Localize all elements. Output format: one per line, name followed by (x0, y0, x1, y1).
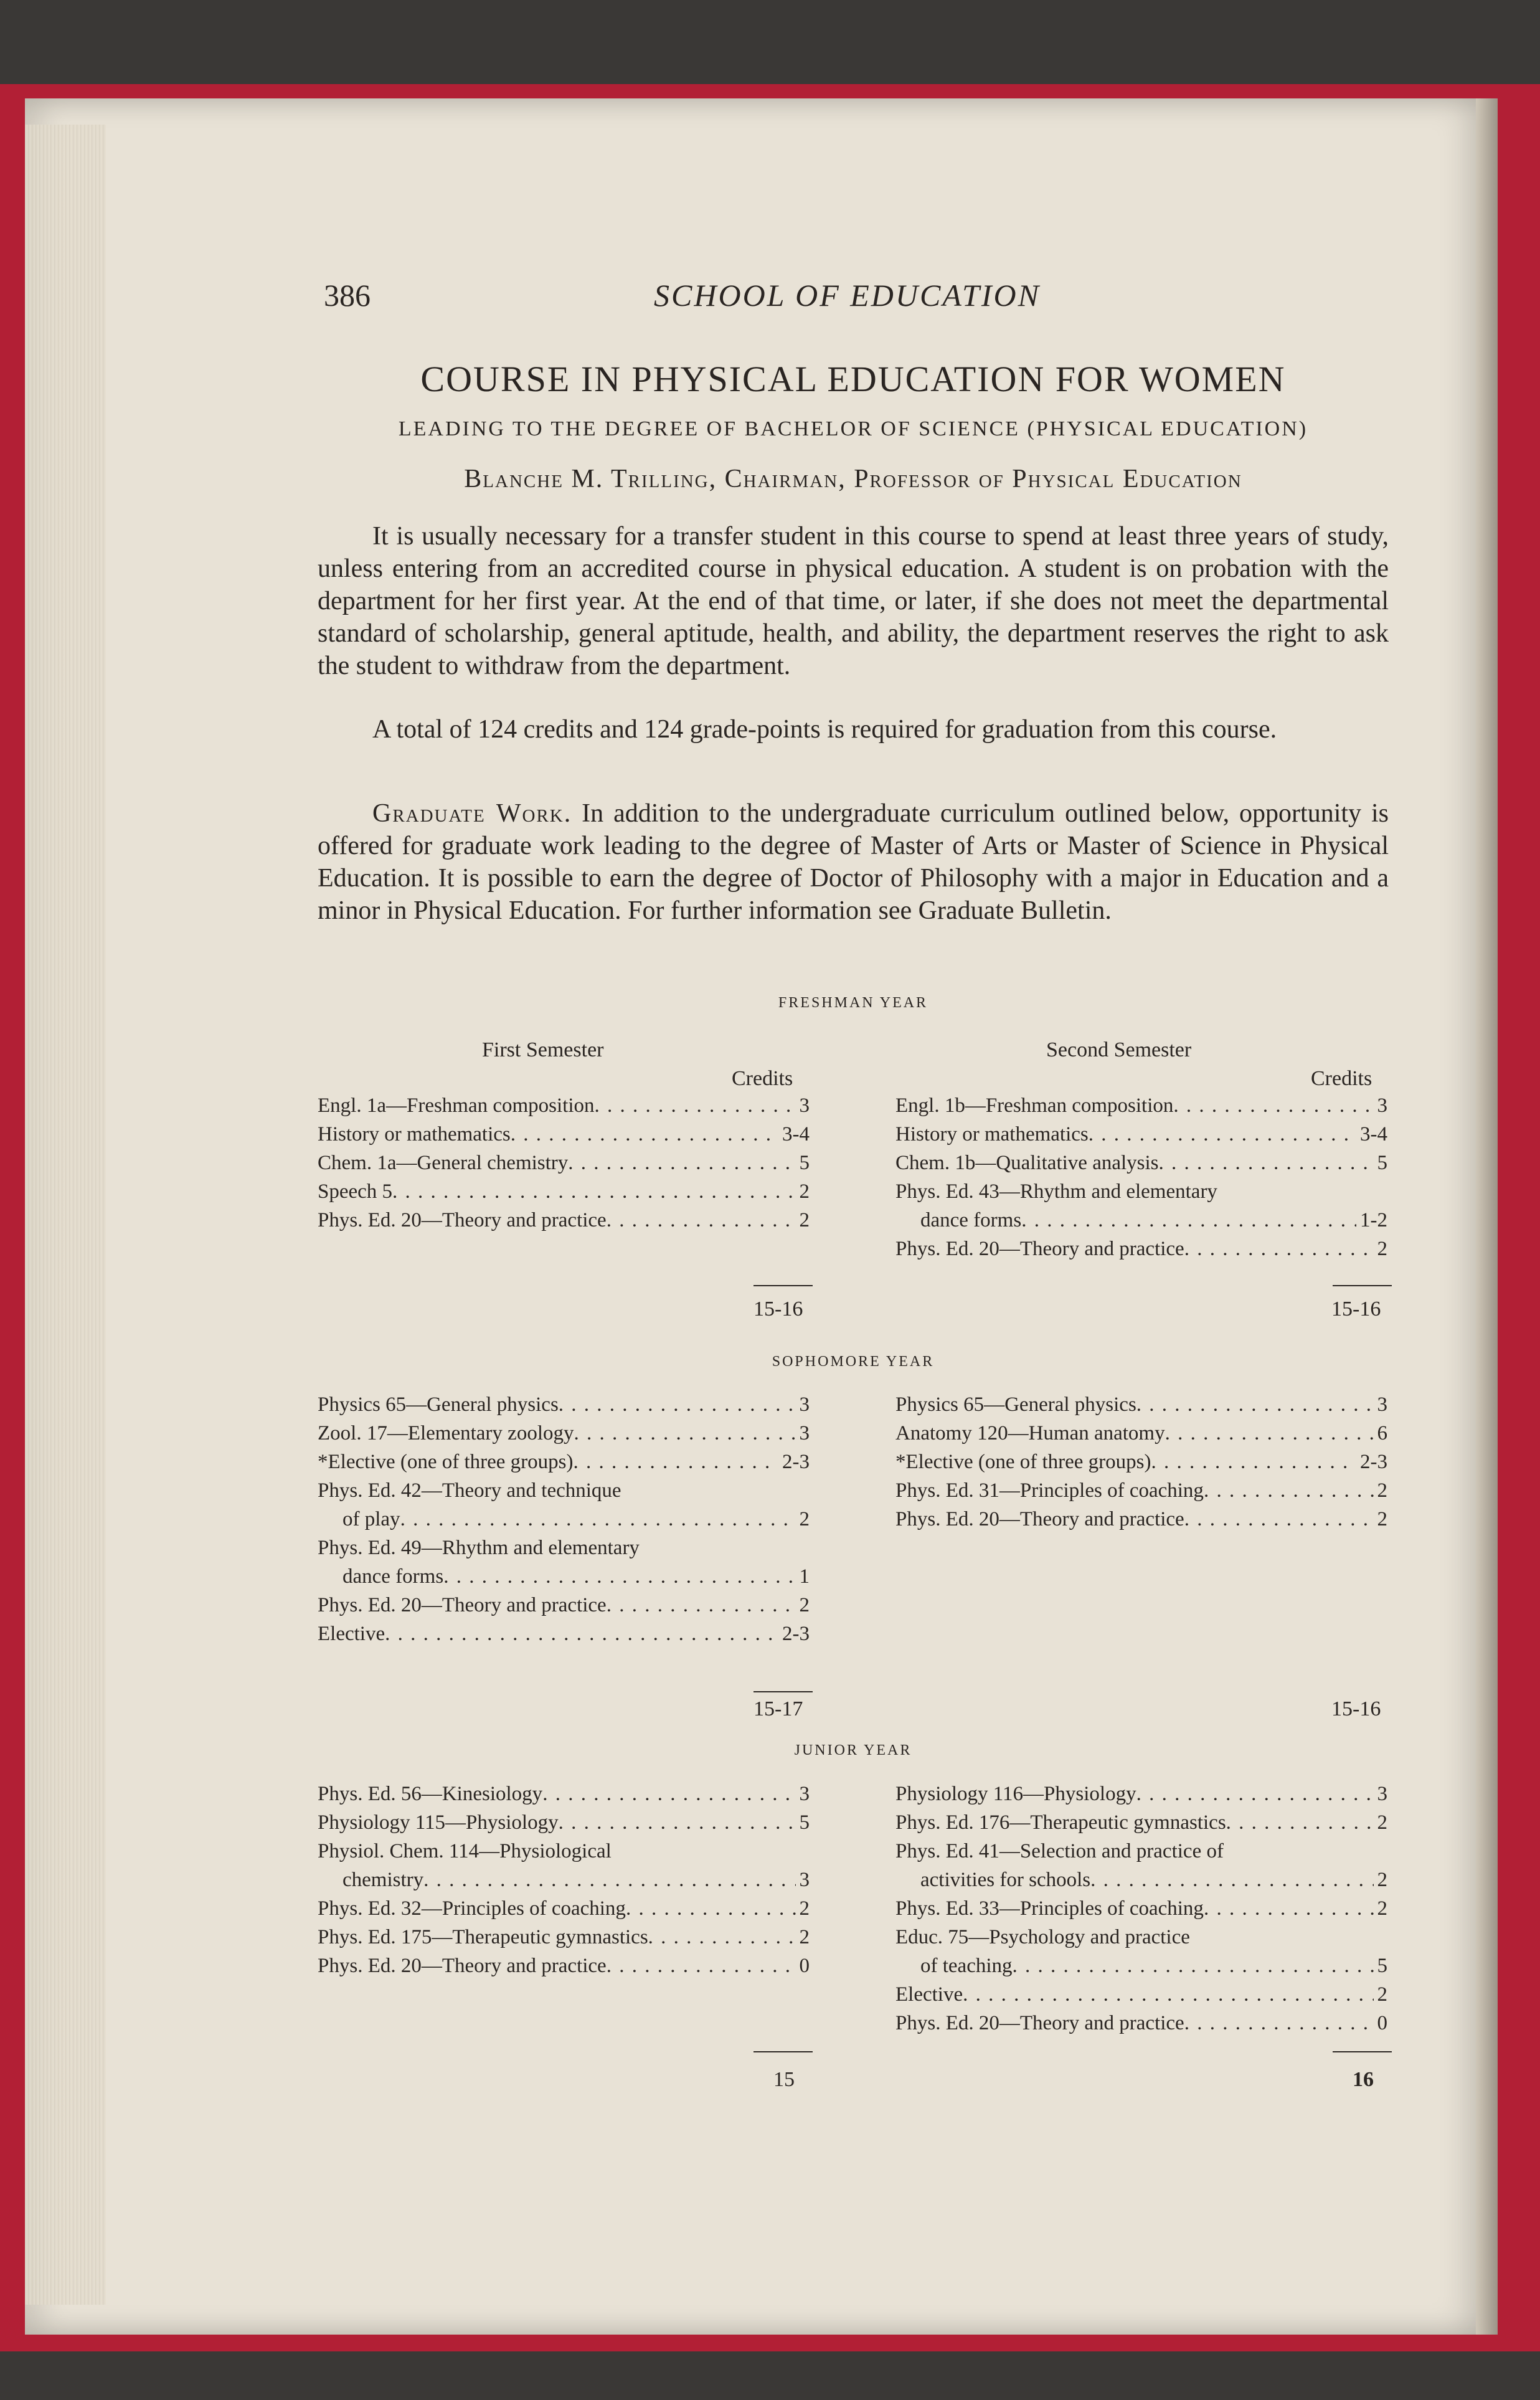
leader-dots (1013, 1953, 1374, 1978)
course-row (895, 1236, 1387, 1261)
leader-dots (1021, 1208, 1356, 1233)
course-credits: 2-3 (782, 1451, 810, 1473)
course-name: Zool. 17—Elementary zoology (318, 1422, 574, 1444)
course-name: dance forms (920, 1209, 1022, 1231)
course-name: Physiology 116—Physiology (895, 1783, 1136, 1805)
course-name: Phys. Ed. 20—Theory and practice (318, 1594, 607, 1616)
course-name: Physics 65—General physics (318, 1393, 559, 1416)
course-credits: 0 (799, 1955, 810, 1977)
course-credits: 2 (799, 1594, 810, 1616)
course-row (895, 1896, 1387, 1921)
first-semester-heading: First Semester (482, 1038, 604, 1061)
course-name: Educ. 75—Psychology and practice (895, 1926, 1190, 1948)
junior-right-total-rule (1333, 2051, 1392, 2052)
sophomore-left-total-rule (753, 1691, 813, 1692)
course-credits: 3 (1377, 1393, 1387, 1416)
leader-dots (443, 1564, 795, 1589)
course-credits: 2 (799, 1508, 810, 1530)
credits-heading-left: Credits (732, 1067, 793, 1090)
graduate-work-paragraph (318, 797, 1389, 927)
course-name: History or mathematics (895, 1123, 1089, 1145)
leader-dots (1184, 1236, 1374, 1261)
leader-dots (1226, 1810, 1374, 1835)
course-row (318, 1392, 810, 1417)
leader-dots (574, 1421, 796, 1446)
page-stack-edge (25, 125, 106, 2305)
course-credits: 1-2 (1360, 1209, 1387, 1231)
course-name: Phys. Ed. 49—Rhythm and elementary (318, 1537, 640, 1559)
sophomore-right-total: 15-16 (1331, 1697, 1381, 1720)
course-name: Phys. Ed. 31—Principles of coaching (895, 1479, 1204, 1502)
leader-dots (1184, 1507, 1374, 1532)
leader-dots (1136, 1781, 1374, 1806)
freshman-left-total: 15-16 (753, 1297, 803, 1321)
course-name: Phys. Ed. 20—Theory and practice (895, 1238, 1184, 1260)
page-number: 386 (324, 278, 371, 313)
leader-dots (595, 1093, 796, 1118)
course-name: Phys. Ed. 176—Therapeutic gymnastics (895, 1811, 1226, 1834)
course-row (895, 1507, 1387, 1532)
leader-dots (607, 1593, 796, 1618)
leader-dots (1089, 1122, 1356, 1147)
leader-dots (626, 1896, 796, 1921)
course-credits: 3 (1377, 1094, 1387, 1117)
course-row (895, 1179, 1217, 1204)
course-credits: 2 (1377, 1238, 1387, 1260)
course-name: Phys. Ed. 20—Theory and practice (895, 2012, 1184, 2034)
junior-left-total: 15 (773, 2068, 795, 2091)
course-credits: 3 (799, 1094, 810, 1117)
course-row (342, 1867, 810, 1892)
course-row (895, 1449, 1387, 1474)
course-name: Physiology 115—Physiology (318, 1811, 559, 1834)
leader-dots (1204, 1896, 1374, 1921)
leader-dots (400, 1507, 796, 1532)
leader-dots (423, 1867, 795, 1892)
course-name: chemistry (342, 1869, 424, 1891)
intro-paragraph: It is usually necessary for a transfer student in this course to spend at least three years of study, unless entering from an accredited course in physical education. A student is on probation with the department for her first year. At the end of that time, or later, if she does not meet the departmental standard of scholarship, general aptitude, health, and ability, the department reserves the right to ask the student to withdraw from the department. (318, 522, 1389, 680)
course-name: Phys. Ed. 20—Theory and practice (895, 1508, 1184, 1530)
leader-dots (385, 1621, 778, 1646)
course-credits: 5 (1377, 1152, 1387, 1174)
running-head-title: SCHOOL OF EDUCATION (654, 278, 1041, 313)
course-row (920, 1867, 1387, 1892)
course-row (318, 1953, 810, 1978)
course-name: of play (342, 1508, 400, 1530)
course-name: Phys. Ed. 33—Principles of coaching (895, 1897, 1204, 1920)
graduate-work-label: Graduate Work. (372, 799, 572, 828)
course-name: *Elective (one of three groups) (895, 1451, 1151, 1473)
course-name: Elective (318, 1623, 385, 1645)
freshman-right-total: 15-16 (1331, 1297, 1381, 1321)
credits-paragraph: A total of 124 credits and 124 grade-points is required for graduation from this course. (372, 715, 1277, 744)
course-row (895, 1839, 1224, 1864)
course-credits: 3 (1377, 1783, 1387, 1805)
leader-dots (1151, 1449, 1356, 1474)
freshman-year-heading: FRESHMAN YEAR (778, 995, 928, 1011)
course-credits: 2 (1377, 1869, 1387, 1891)
leader-dots (542, 1781, 795, 1806)
junior-year-heading: JUNIOR YEAR (794, 1742, 912, 1758)
course-row (895, 2011, 1387, 2036)
course-credits: 0 (1377, 2012, 1387, 2034)
course-row (895, 1810, 1387, 1835)
course-name: History or mathematics (318, 1123, 511, 1145)
course-name: Speech 5 (318, 1180, 393, 1203)
course-name: Phys. Ed. 175—Therapeutic gymnastics (318, 1926, 648, 1948)
course-credits: 3 (799, 1422, 810, 1444)
course-name: Physiol. Chem. 114—Physiological (318, 1840, 612, 1862)
course-row (318, 1896, 810, 1921)
course-name: Phys. Ed. 43—Rhythm and elementary (895, 1180, 1217, 1203)
course-row (318, 1449, 810, 1474)
course-name: *Elective (one of three groups) (318, 1451, 574, 1473)
course-credits: 5 (1377, 1955, 1387, 1977)
course-name: Anatomy 120—Human anatomy (895, 1422, 1165, 1444)
leader-dots (607, 1208, 796, 1233)
course-row (318, 1621, 810, 1646)
course-credits: 2 (799, 1180, 810, 1203)
course-row (318, 1839, 612, 1864)
second-semester-heading: Second Semester (1046, 1038, 1192, 1061)
course-row (318, 1421, 810, 1446)
leader-dots (648, 1925, 796, 1950)
course-row (318, 1781, 810, 1806)
leader-dots (559, 1810, 796, 1835)
course-row (895, 1122, 1387, 1147)
course-row (895, 1093, 1387, 1118)
course-row (895, 1478, 1387, 1503)
course-name: Engl. 1b—Freshman composition (895, 1094, 1174, 1117)
course-credits: 3-4 (1360, 1123, 1387, 1145)
course-name: Chem. 1b—Qualitative analysis (895, 1152, 1159, 1174)
course-credits: 2 (1377, 1811, 1387, 1834)
chairman-line: Blanche M. Trilling, Chairman, Professor of Physical Education (464, 465, 1242, 493)
course-row (318, 1122, 810, 1147)
course-row (895, 1392, 1387, 1417)
course-name: Phys. Ed. 56—Kinesiology (318, 1783, 543, 1805)
course-credits: 2 (1377, 1508, 1387, 1530)
course-credits: 2-3 (782, 1623, 810, 1645)
course-credits: 2 (1377, 1479, 1387, 1502)
course-credits: 2-3 (1360, 1451, 1387, 1473)
degree-subtitle: LEADING TO THE DEGREE OF BACHELOR OF SCIENCE (PHYSICAL EDUCATION) (398, 417, 1308, 440)
leader-dots (607, 1953, 796, 1978)
course-credits: 3-4 (782, 1123, 810, 1145)
course-name: Phys. Ed. 20—Theory and practice (318, 1209, 607, 1231)
course-credits: 2 (799, 1897, 810, 1920)
leader-dots (1136, 1392, 1374, 1417)
course-name: Physics 65—General physics (895, 1393, 1136, 1416)
course-row (318, 1093, 810, 1118)
sophomore-left-total: 15-17 (753, 1697, 803, 1720)
leader-dots (1165, 1421, 1374, 1446)
course-row (920, 1953, 1387, 1978)
leader-dots (392, 1179, 795, 1204)
course-row (318, 1535, 640, 1560)
course-row (318, 1478, 621, 1503)
leader-dots (1090, 1867, 1373, 1892)
course-name: of teaching (920, 1955, 1013, 1977)
leader-dots (1204, 1478, 1374, 1503)
leader-dots (1173, 1093, 1373, 1118)
course-credits: 2 (799, 1926, 810, 1948)
course-row (920, 1208, 1387, 1233)
credits-heading-right: Credits (1311, 1067, 1372, 1090)
freshman-right-total-rule (1333, 1285, 1392, 1286)
course-credits: 5 (799, 1811, 810, 1834)
course-credits: 3 (799, 1393, 810, 1416)
course-row (895, 1150, 1387, 1175)
course-row (318, 1593, 810, 1618)
course-row (318, 1179, 810, 1204)
course-credits: 2 (799, 1209, 810, 1231)
course-name: Elective (895, 1983, 963, 2006)
book-gutter (1476, 98, 1498, 2335)
graduate-work-text: In addition to the undergraduate curriculum outlined below, opportunity is offered for graduate work leading to the degree of Master of Arts or Master of Science in Physical Education. It is possible to earn the degree of Doctor of Philosophy with a major in Education and a minor in Physical Education. For further information see Graduate Bulletin. (318, 799, 1389, 925)
junior-left-total-rule (753, 2051, 813, 2052)
course-row (342, 1507, 810, 1532)
course-credits: 3 (799, 1783, 810, 1805)
sophomore-year-heading: SOPHOMORE YEAR (772, 1354, 935, 1370)
course-row (318, 1208, 810, 1233)
course-credits: 5 (799, 1152, 810, 1174)
leader-dots (1184, 2011, 1374, 2036)
course-name: Phys. Ed. 20—Theory and practice (318, 1955, 607, 1977)
course-name: Phys. Ed. 42—Theory and technique (318, 1479, 621, 1502)
course-credits: 2 (1377, 1897, 1387, 1920)
course-name: Chem. 1a—General chemistry (318, 1152, 569, 1174)
course-credits: 6 (1377, 1422, 1387, 1444)
course-row (318, 1810, 810, 1835)
leader-dots (574, 1449, 778, 1474)
course-name: Phys. Ed. 41—Selection and practice of (895, 1840, 1224, 1862)
course-row (895, 1781, 1387, 1806)
course-row (342, 1564, 810, 1589)
course-row (895, 1982, 1387, 2007)
course-name: dance forms (342, 1565, 444, 1588)
course-name: activities for schools (920, 1869, 1091, 1891)
leader-dots (568, 1150, 795, 1175)
leader-dots (559, 1392, 796, 1417)
junior-right-total: 16 (1353, 2068, 1374, 2091)
leader-dots (1159, 1150, 1374, 1175)
leader-dots (511, 1122, 778, 1147)
page-title: COURSE IN PHYSICAL EDUCATION FOR WOMEN (420, 359, 1286, 399)
course-credits: 2 (1377, 1983, 1387, 2006)
course-credits: 3 (799, 1869, 810, 1891)
course-row (318, 1925, 810, 1950)
freshman-left-total-rule (753, 1285, 813, 1286)
course-row (895, 1421, 1387, 1446)
course-row (895, 1925, 1190, 1950)
leader-dots (963, 1982, 1373, 2007)
course-credits: 1 (799, 1565, 810, 1588)
course-name: Phys. Ed. 32—Principles of coaching (318, 1897, 626, 1920)
course-row (318, 1150, 810, 1175)
course-name: Engl. 1a—Freshman composition (318, 1094, 595, 1117)
